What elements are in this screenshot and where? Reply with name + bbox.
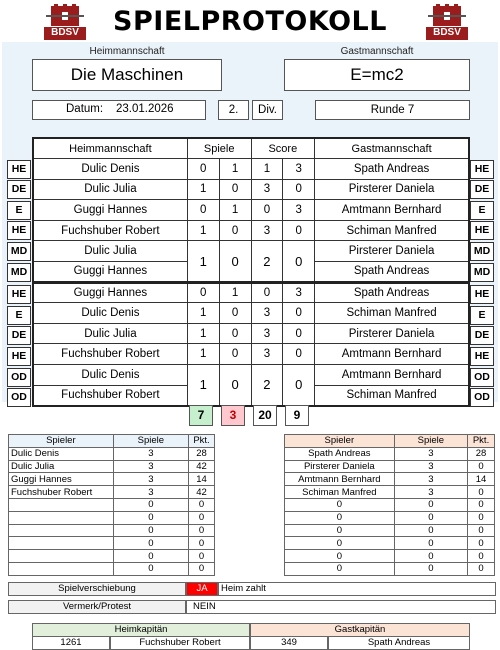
home-player[interactable]: Fuchshuber Robert <box>33 385 187 406</box>
player-name[interactable]: Schiman Manfred <box>285 486 395 499</box>
away-captain-id[interactable]: 349 <box>250 636 328 650</box>
home-discipline-code: HE <box>7 285 31 304</box>
division-number[interactable]: 2. <box>218 100 249 120</box>
away-player[interactable]: Schiman Manfred <box>315 220 469 241</box>
player-games: 0 <box>113 498 188 511</box>
away-score[interactable]: 0 <box>283 220 315 241</box>
away-player[interactable]: Amtmann Bernhard <box>315 365 469 386</box>
player-points: 42 <box>189 460 215 473</box>
player-row <box>9 537 215 550</box>
home-player[interactable]: Fuchshuber Robert <box>33 344 187 365</box>
away-games[interactable]: 1 <box>219 282 251 303</box>
player-points: 0 <box>468 511 495 524</box>
away-player[interactable]: Pirsterer Daniela <box>315 241 469 262</box>
postponement-value[interactable]: JA <box>186 582 218 596</box>
home-games[interactable]: 1 <box>187 323 219 344</box>
player-games: 3 <box>113 473 188 486</box>
away-games[interactable]: 1 <box>219 159 251 180</box>
away-games[interactable]: 0 <box>219 241 251 282</box>
player-name[interactable]: Amtmann Bernhard <box>285 473 395 486</box>
home-captain-label: Heimkapitän <box>32 623 250 637</box>
home-player[interactable]: Guggi Hannes <box>33 262 187 283</box>
away-score[interactable]: 0 <box>283 365 315 406</box>
player-points: 28 <box>189 447 215 460</box>
match-row <box>33 159 469 180</box>
header-away: Gastmannschaft <box>315 138 469 159</box>
away-games[interactable]: 1 <box>219 200 251 221</box>
total-away-score: 9 <box>285 405 309 426</box>
home-captain-id[interactable]: 1261 <box>32 636 110 650</box>
away-discipline-code: E <box>470 306 494 325</box>
player-row <box>9 550 215 563</box>
col-games: Spiele <box>394 435 467 448</box>
player-games: 3 <box>394 486 467 499</box>
protest-label: Vermerk/Protest <box>8 600 186 614</box>
player-games: 0 <box>113 511 188 524</box>
home-team-name[interactable]: Die Maschinen <box>32 59 222 91</box>
player-points: 0 <box>468 524 495 537</box>
away-score[interactable]: 3 <box>283 200 315 221</box>
home-player[interactable]: Dulic Julia <box>33 241 187 262</box>
col-games: Spiele <box>113 435 188 448</box>
player-points: 0 <box>468 498 495 511</box>
player-row <box>285 447 495 460</box>
away-discipline-code: HE <box>470 347 494 366</box>
home-captain-name[interactable]: Fuchshuber Robert <box>110 636 250 650</box>
player-points: 14 <box>189 473 215 486</box>
away-player-header <box>285 435 495 448</box>
home-player-table <box>8 434 215 576</box>
player-points: 0 <box>189 550 215 563</box>
match-row <box>33 323 469 344</box>
home-discipline-code: HE <box>7 221 31 240</box>
away-score[interactable]: 0 <box>283 303 315 324</box>
home-games[interactable]: 1 <box>187 220 219 241</box>
home-score[interactable]: 2 <box>251 241 283 282</box>
away-score[interactable]: 3 <box>283 282 315 303</box>
player-name[interactable]: 0 <box>285 537 395 550</box>
home-games[interactable]: 1 <box>187 241 219 282</box>
round-box[interactable]: Runde 7 <box>315 100 470 120</box>
away-player[interactable]: Schiman Manfred <box>315 385 469 406</box>
player-games: 3 <box>394 460 467 473</box>
player-games: 0 <box>113 550 188 563</box>
player-points: 0 <box>189 562 215 575</box>
player-row <box>9 447 215 460</box>
logo-text-right: BDSV <box>433 27 461 38</box>
home-games[interactable]: 1 <box>187 365 219 406</box>
away-player[interactable]: Spath Andreas <box>315 282 469 303</box>
away-discipline-code: MD <box>470 242 494 261</box>
home-discipline-code: HE <box>7 347 31 366</box>
player-games: 0 <box>113 562 188 575</box>
away-games[interactable]: 0 <box>219 365 251 406</box>
home-discipline-code: MD <box>7 263 31 282</box>
player-name[interactable]: Dulic Julia <box>9 460 114 473</box>
home-player[interactable]: Dulic Denis <box>33 159 187 180</box>
away-score[interactable]: 0 <box>283 241 315 282</box>
home-score[interactable]: 3 <box>251 303 283 324</box>
match-row <box>33 241 469 262</box>
home-player[interactable]: Dulic Denis <box>33 365 187 386</box>
player-points: 28 <box>468 447 495 460</box>
player-name[interactable] <box>9 511 114 524</box>
player-row <box>285 524 495 537</box>
player-name[interactable]: 0 <box>285 562 395 575</box>
player-row <box>9 511 215 524</box>
away-discipline-code: HE <box>470 221 494 240</box>
total-home-games: 7 <box>189 405 213 426</box>
player-name[interactable]: Guggi Hannes <box>9 473 114 486</box>
away-games[interactable]: 0 <box>219 179 251 200</box>
player-games: 0 <box>394 498 467 511</box>
home-score[interactable]: 0 <box>251 282 283 303</box>
player-row <box>285 486 495 499</box>
player-points: 0 <box>468 537 495 550</box>
match-row <box>33 220 469 241</box>
home-discipline-code: E <box>7 306 31 325</box>
player-row <box>285 550 495 563</box>
away-team-name[interactable]: E=mc2 <box>284 59 470 91</box>
home-score[interactable]: 0 <box>251 200 283 221</box>
home-player[interactable]: Dulic Denis <box>33 303 187 324</box>
away-discipline-code: E <box>470 201 494 220</box>
match-row <box>33 282 469 303</box>
away-score[interactable]: 3 <box>283 159 315 180</box>
postponement-note[interactable]: Heim zahlt <box>218 582 496 596</box>
player-points: 0 <box>468 562 495 575</box>
player-games: 0 <box>394 511 467 524</box>
total-home-score: 20 <box>253 405 277 426</box>
home-discipline-code: DE <box>7 326 31 345</box>
away-discipline-code: OD <box>470 368 494 387</box>
away-player[interactable]: Pirsterer Daniela <box>315 323 469 344</box>
home-player-header <box>9 435 215 448</box>
away-discipline-code: HE <box>470 285 494 304</box>
home-discipline-code: DE <box>7 180 31 199</box>
home-player[interactable]: Guggi Hannes <box>33 200 187 221</box>
player-points: 0 <box>189 498 215 511</box>
header-home: Heimmannschaft <box>33 138 187 159</box>
player-name[interactable]: Pirsterer Daniela <box>285 460 395 473</box>
player-name[interactable] <box>9 524 114 537</box>
player-name[interactable] <box>9 498 114 511</box>
player-row <box>285 537 495 550</box>
away-player[interactable]: Pirsterer Daniela <box>315 179 469 200</box>
player-name[interactable]: 0 <box>285 498 395 511</box>
home-player[interactable]: Fuchshuber Robert <box>33 220 187 241</box>
player-name[interactable]: 0 <box>285 511 395 524</box>
player-games: 3 <box>113 486 188 499</box>
date-label: Datum: <box>66 103 104 115</box>
player-name[interactable] <box>9 537 114 550</box>
player-name[interactable] <box>9 562 114 575</box>
away-games[interactable]: 0 <box>219 344 251 365</box>
col-player: Spieler <box>285 435 395 448</box>
home-discipline-code: OD <box>7 368 31 387</box>
player-row <box>9 473 215 486</box>
player-name[interactable]: Dulic Denis <box>9 447 114 460</box>
match-row <box>33 344 469 365</box>
away-player[interactable]: Spath Andreas <box>315 159 469 180</box>
player-points: 0 <box>468 486 495 499</box>
player-name[interactable]: 0 <box>285 550 395 563</box>
away-player[interactable]: Spath Andreas <box>315 262 469 283</box>
player-row <box>9 498 215 511</box>
player-points: 0 <box>468 550 495 563</box>
away-player-table <box>284 434 495 576</box>
player-games: 3 <box>113 447 188 460</box>
player-name[interactable]: Fuchshuber Robert <box>9 486 114 499</box>
home-discipline-code: MD <box>7 242 31 261</box>
player-games: 3 <box>394 447 467 460</box>
away-discipline-code: DE <box>470 326 494 345</box>
home-games[interactable]: 0 <box>187 159 219 180</box>
home-discipline-code: OD <box>7 388 31 407</box>
player-row <box>9 486 215 499</box>
player-points: 0 <box>189 511 215 524</box>
home-score[interactable]: 1 <box>251 159 283 180</box>
away-score[interactable]: 0 <box>283 323 315 344</box>
player-points: 42 <box>189 486 215 499</box>
match-table <box>32 137 470 407</box>
logo-text-left: BDSV <box>51 27 79 38</box>
total-away-games: 3 <box>221 405 245 426</box>
away-score[interactable]: 0 <box>283 344 315 365</box>
away-discipline-code: MD <box>470 263 494 282</box>
col-player: Spieler <box>9 435 114 448</box>
player-games: 0 <box>394 524 467 537</box>
player-games: 0 <box>394 562 467 575</box>
player-games: 0 <box>394 550 467 563</box>
player-games: 3 <box>394 473 467 486</box>
away-player[interactable]: Amtmann Bernhard <box>315 200 469 221</box>
player-row <box>9 460 215 473</box>
away-discipline-code: HE <box>470 160 494 179</box>
home-player[interactable]: Guggi Hannes <box>33 282 187 303</box>
home-score[interactable]: 3 <box>251 220 283 241</box>
home-games[interactable]: 0 <box>187 282 219 303</box>
away-discipline-code: OD <box>470 388 494 407</box>
away-team-label: Gastmannschaft <box>340 46 414 57</box>
player-points: 0 <box>468 460 495 473</box>
home-games[interactable]: 1 <box>187 344 219 365</box>
match-row <box>33 200 469 221</box>
away-games[interactable]: 0 <box>219 323 251 344</box>
home-games[interactable]: 1 <box>187 179 219 200</box>
home-score[interactable]: 3 <box>251 344 283 365</box>
player-row <box>9 524 215 537</box>
player-row <box>285 460 495 473</box>
away-score[interactable]: 0 <box>283 179 315 200</box>
player-name[interactable] <box>9 550 114 563</box>
home-score[interactable]: 2 <box>251 365 283 406</box>
protest-value[interactable]: NEIN <box>186 600 496 614</box>
col-points: Pkt. <box>189 435 215 448</box>
away-player[interactable]: Amtmann Bernhard <box>315 344 469 365</box>
player-name[interactable]: Spath Andreas <box>285 447 395 460</box>
page-title: SPIELPROTOKOLL <box>113 6 387 37</box>
postponement-label: Spielverschiebung <box>8 582 186 596</box>
player-name[interactable]: 0 <box>285 524 395 537</box>
home-games[interactable]: 0 <box>187 200 219 221</box>
player-row <box>9 562 215 575</box>
away-captain-name[interactable]: Spath Andreas <box>328 636 470 650</box>
player-games: 0 <box>113 537 188 550</box>
home-games[interactable]: 1 <box>187 303 219 324</box>
home-score[interactable]: 3 <box>251 179 283 200</box>
player-games: 0 <box>113 524 188 537</box>
home-score[interactable]: 3 <box>251 323 283 344</box>
player-points: 14 <box>468 473 495 486</box>
home-discipline-code: HE <box>7 160 31 179</box>
away-games[interactable]: 0 <box>219 220 251 241</box>
header-games: Spiele <box>187 138 251 159</box>
player-points: 0 <box>189 537 215 550</box>
player-row <box>285 562 495 575</box>
home-player[interactable]: Dulic Julia <box>33 179 187 200</box>
away-discipline-code: DE <box>470 180 494 199</box>
player-games: 3 <box>113 460 188 473</box>
header-score: Score <box>251 138 315 159</box>
col-points: Pkt. <box>468 435 495 448</box>
home-team-label: Heimmannschaft <box>89 46 165 57</box>
division-label: Div. <box>252 100 283 120</box>
home-player[interactable]: Dulic Julia <box>33 323 187 344</box>
away-captain-label: Gastkapitän <box>250 623 470 637</box>
player-games: 0 <box>394 537 467 550</box>
player-row <box>285 473 495 486</box>
player-row <box>285 511 495 524</box>
home-discipline-code: E <box>7 201 31 220</box>
player-points: 0 <box>189 524 215 537</box>
match-row <box>33 365 469 386</box>
match-row <box>33 303 469 324</box>
date-value: 23.01.2026 <box>116 103 174 115</box>
match-table-header <box>33 138 469 159</box>
player-row <box>285 498 495 511</box>
away-player[interactable]: Schiman Manfred <box>315 303 469 324</box>
away-games[interactable]: 0 <box>219 303 251 324</box>
match-row <box>33 179 469 200</box>
